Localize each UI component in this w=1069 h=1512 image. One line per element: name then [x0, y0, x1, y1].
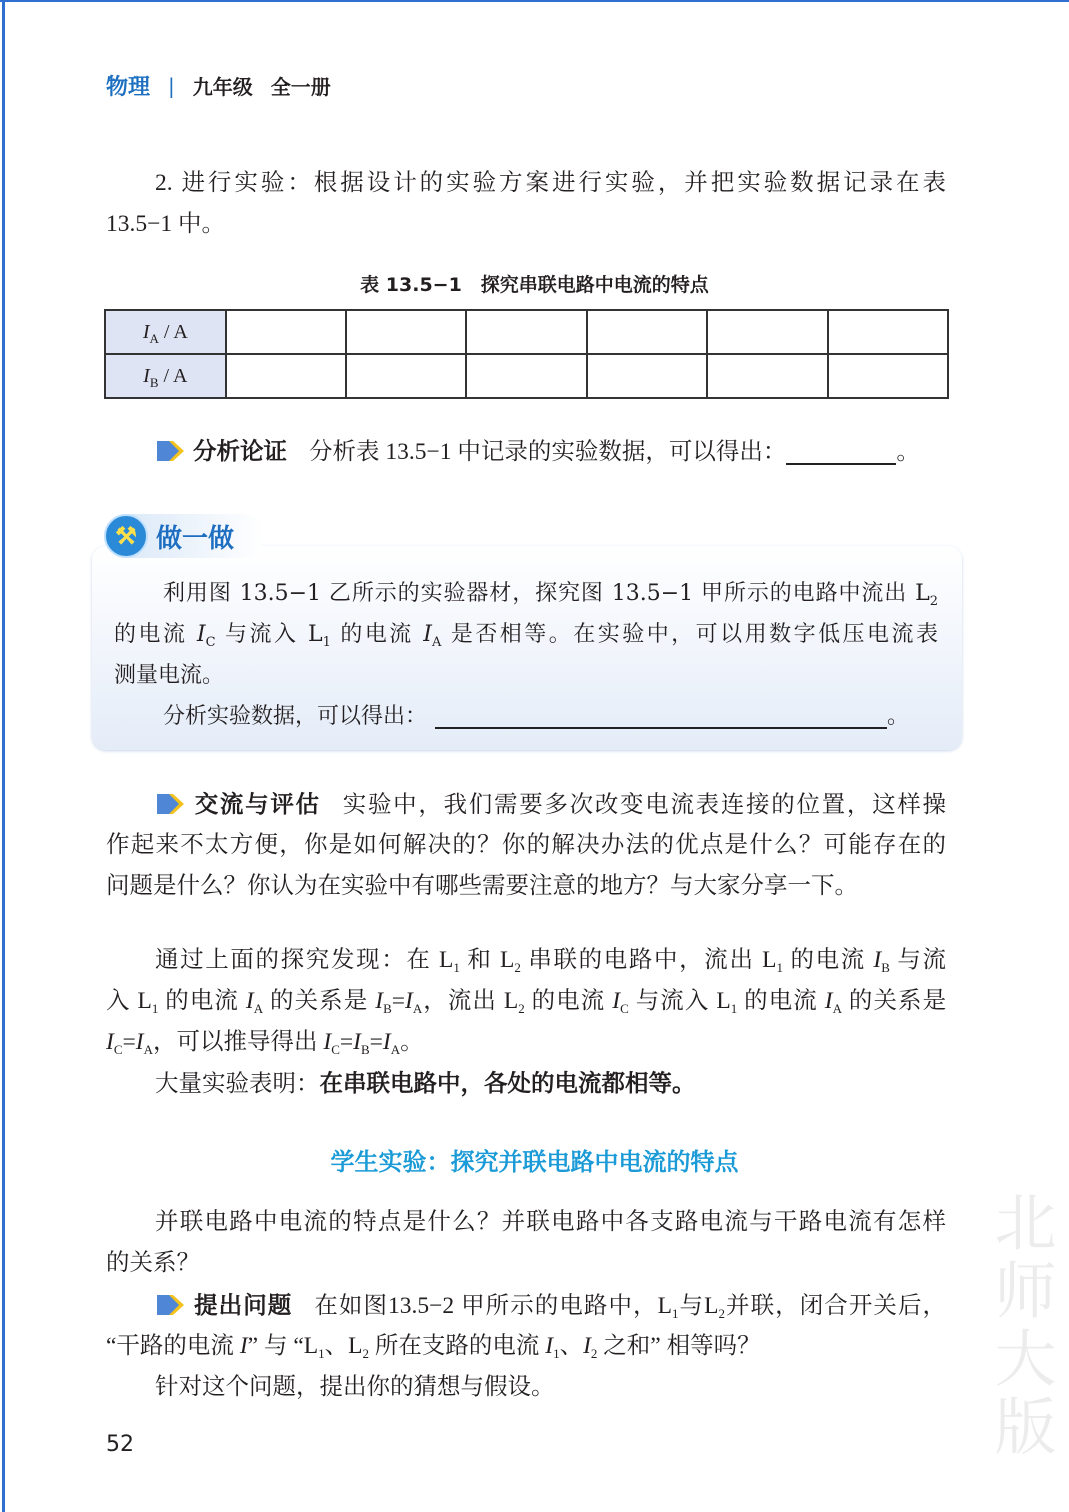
lamp-symbol: $L_1$	[762, 947, 783, 975]
text-run: 的关系？	[106, 1250, 200, 1276]
text-run: 测量电流。	[114, 663, 225, 688]
table-cell[interactable]	[466, 310, 586, 354]
text-run: 入	[106, 988, 138, 1014]
period: 。	[887, 704, 910, 729]
text-run: 、	[559, 1333, 584, 1359]
text-line	[106, 825, 946, 866]
hypothesis-prompt	[106, 1367, 946, 1408]
text-run: ，流出	[422, 988, 504, 1014]
text-run: 与	[678, 1293, 705, 1319]
period: 。	[896, 439, 920, 465]
text-run: 的电流	[524, 988, 613, 1014]
arrow-tag-icon	[155, 792, 185, 816]
text-run: 与流入	[628, 988, 717, 1014]
summary-prefix: 大量实验表明：	[155, 1071, 320, 1097]
answer-blank[interactable]	[435, 703, 887, 729]
lamp-symbol: $L_2$	[915, 581, 938, 609]
text-run: 的电流	[114, 622, 197, 647]
text-line	[106, 163, 946, 204]
current-symbol: $I_C$	[106, 1029, 123, 1057]
text-run: 的电流	[782, 947, 874, 973]
lamp-symbol: $L_2$	[348, 1333, 369, 1361]
table-caption: 表 13.5−1 探究串联电路中电流的特点	[360, 274, 709, 296]
do-it-title	[104, 514, 264, 558]
current-symbol: $I_A$	[245, 988, 264, 1016]
text-line	[106, 1022, 946, 1063]
text-run: ” 与 “	[247, 1333, 304, 1359]
row-header-ia: $I_A$ / A	[105, 310, 226, 354]
text-run: =	[122, 1029, 136, 1055]
volume-label: 全一册	[270, 75, 331, 99]
text-line	[106, 1243, 946, 1284]
lamp-symbol: $L_1$	[438, 947, 460, 975]
table-row	[105, 310, 948, 354]
text-run: 的关系是	[841, 988, 947, 1014]
text-run: 并联，闭合开关后，	[724, 1293, 947, 1319]
text-run: 之和” 相等吗？	[597, 1333, 761, 1359]
text-line	[106, 1285, 946, 1326]
text-line	[106, 981, 946, 1022]
analysis-label: 分析论证	[193, 437, 287, 465]
lamp-symbol: $L_2$	[503, 988, 525, 1016]
conclusion-prompt: 分析实验数据，可以得出：	[163, 704, 428, 729]
text-run: 的电流	[158, 988, 246, 1014]
text-run: 与流	[889, 947, 947, 973]
lamp-symbol: $L_1$	[303, 1333, 325, 1361]
header-separator: |	[168, 73, 175, 98]
table-cell[interactable]	[587, 354, 707, 398]
step2-paragraph	[106, 163, 946, 245]
text-line	[106, 866, 946, 907]
running-header	[106, 70, 331, 101]
answer-blank[interactable]	[786, 439, 896, 465]
do-it-heading: 做一做	[156, 523, 235, 554]
do-it-text	[114, 573, 938, 696]
grade-label: 九年级	[192, 75, 253, 99]
section-label: 交流与评估	[193, 790, 321, 818]
text-run: 所在支路的电流	[368, 1333, 546, 1359]
parallel-intro	[106, 1202, 946, 1284]
lamp-symbol: $L_2$	[500, 947, 521, 975]
current-symbol: $I_B$	[375, 988, 392, 1016]
text-run: 。	[400, 1029, 424, 1055]
text-run: ，可以推导得出	[152, 1029, 324, 1055]
table-cell[interactable]	[707, 310, 827, 354]
text-line	[114, 573, 938, 614]
data-table	[104, 309, 949, 399]
current-symbol: $I_A$	[382, 1029, 401, 1057]
lamp-symbol: $L_1$	[307, 622, 331, 650]
text-run: 是否相等。在实验中，可以用数字低压电流表	[441, 622, 938, 647]
current-symbol: $I_C$	[612, 988, 629, 1016]
section-label: 提出问题	[193, 1291, 293, 1319]
page-frame-left	[2, 0, 5, 1512]
text-run: 并联电路中电流的特点是什么？并联电路中各支路电流与干路电流有怎样	[155, 1209, 946, 1235]
text-run: 、	[324, 1333, 349, 1359]
section-title: 学生实验：探究并联电路中电流的特点	[330, 1148, 739, 1176]
text-line	[106, 940, 946, 981]
subject-title: 物理	[106, 75, 151, 100]
summary-paragraph	[106, 1063, 946, 1104]
text-run: 通过上面的探究发现：在	[155, 947, 439, 973]
text-run: 的电流	[737, 988, 825, 1014]
current-symbol: $I_1$	[545, 1333, 560, 1361]
text-run: 的关系是	[263, 988, 376, 1014]
current-symbol: $I_B$	[873, 947, 890, 975]
text-run: 利用图 13.5−1 乙所示的实验器材，探究图 13.5−1 甲所示的电路中流出	[163, 581, 916, 606]
text-run: 在如图13.5−2 甲所示的电路中，	[314, 1293, 658, 1319]
text-run: 实验中，我们需要多次改变电流表连接的位置，这样操	[342, 792, 947, 818]
text-run: 串联的电路中，流出	[520, 947, 763, 973]
table-cell[interactable]	[828, 310, 948, 354]
text-line	[106, 784, 946, 825]
text-run: =	[339, 1029, 354, 1055]
text-run: 和	[459, 947, 500, 973]
text-line	[114, 655, 938, 696]
question-paragraph	[106, 1285, 946, 1367]
text-line	[106, 1202, 946, 1243]
analysis-text: 分析表 13.5−1 中记录的实验数据，可以得出：	[309, 439, 787, 465]
table-cell[interactable]	[346, 310, 466, 354]
prompt-text: 针对这个问题，提出你的猜想与假设。	[155, 1374, 555, 1400]
summary-key-statement: 在串联电路中，各处的电流都相等。	[319, 1069, 696, 1097]
row-header-ib: $I_B$ / A	[105, 354, 226, 398]
wrench-icon: ⚒	[104, 514, 148, 558]
current-symbol: $I_A$	[135, 1029, 153, 1057]
table-cell[interactable]	[346, 354, 466, 398]
arrow-tag-icon	[155, 1293, 185, 1317]
text-run: 2. 进行实验：根据设计的实验方案进行实验，并把实验数据记录在表	[155, 170, 946, 196]
current-symbol: $I_A$	[423, 622, 442, 650]
exchange-paragraph	[106, 784, 946, 907]
table-cell[interactable]	[587, 310, 707, 354]
text-run: 问题是什么？你认为在实验中有哪些需要注意的地方？与大家分享一下。	[106, 873, 858, 899]
page-frame-top	[0, 0, 1069, 2]
lamp-symbol: $L_1$	[716, 988, 738, 1016]
arrow-tag-icon	[155, 439, 185, 463]
current-symbol: $I_C$	[196, 622, 216, 650]
text-line	[114, 614, 938, 655]
table-row	[105, 354, 948, 398]
lamp-symbol: $L_2$	[704, 1293, 725, 1321]
do-it-conclusion	[114, 696, 938, 737]
table-cell[interactable]	[226, 354, 346, 398]
table-cell[interactable]	[828, 354, 948, 398]
text-run: =	[369, 1029, 383, 1055]
current-symbol: $I_C$	[323, 1029, 340, 1057]
text-run: 与流入	[215, 622, 308, 647]
publisher-watermark: 北师大版	[984, 1190, 1057, 1462]
table-cell[interactable]	[466, 354, 586, 398]
table-cell[interactable]	[226, 310, 346, 354]
text-run: 13.5−1 中。	[106, 211, 226, 237]
text-line	[106, 1326, 946, 1367]
text-run: 作起来不太方便，你是如何解决的？你的解决办法的优点是什么？可能存在的	[106, 832, 946, 858]
lamp-symbol: $L_1$	[657, 1293, 679, 1321]
text-run: =	[391, 988, 405, 1014]
current-symbol: $I_A$	[824, 988, 842, 1016]
current-symbol: I	[239, 1333, 248, 1359]
text-run: “干路的电流	[106, 1333, 240, 1359]
text-run: 的电流	[330, 622, 424, 647]
current-symbol: $I_2$	[583, 1333, 598, 1361]
lamp-symbol: $L_1$	[137, 988, 159, 1016]
current-symbol: $I_A$	[405, 988, 423, 1016]
current-symbol: $I_B$	[353, 1029, 370, 1057]
findings-paragraph	[106, 940, 946, 1063]
text-line	[106, 204, 946, 245]
table-cell[interactable]	[707, 354, 827, 398]
analysis-paragraph	[106, 431, 946, 472]
page-number: 52	[106, 1432, 134, 1457]
